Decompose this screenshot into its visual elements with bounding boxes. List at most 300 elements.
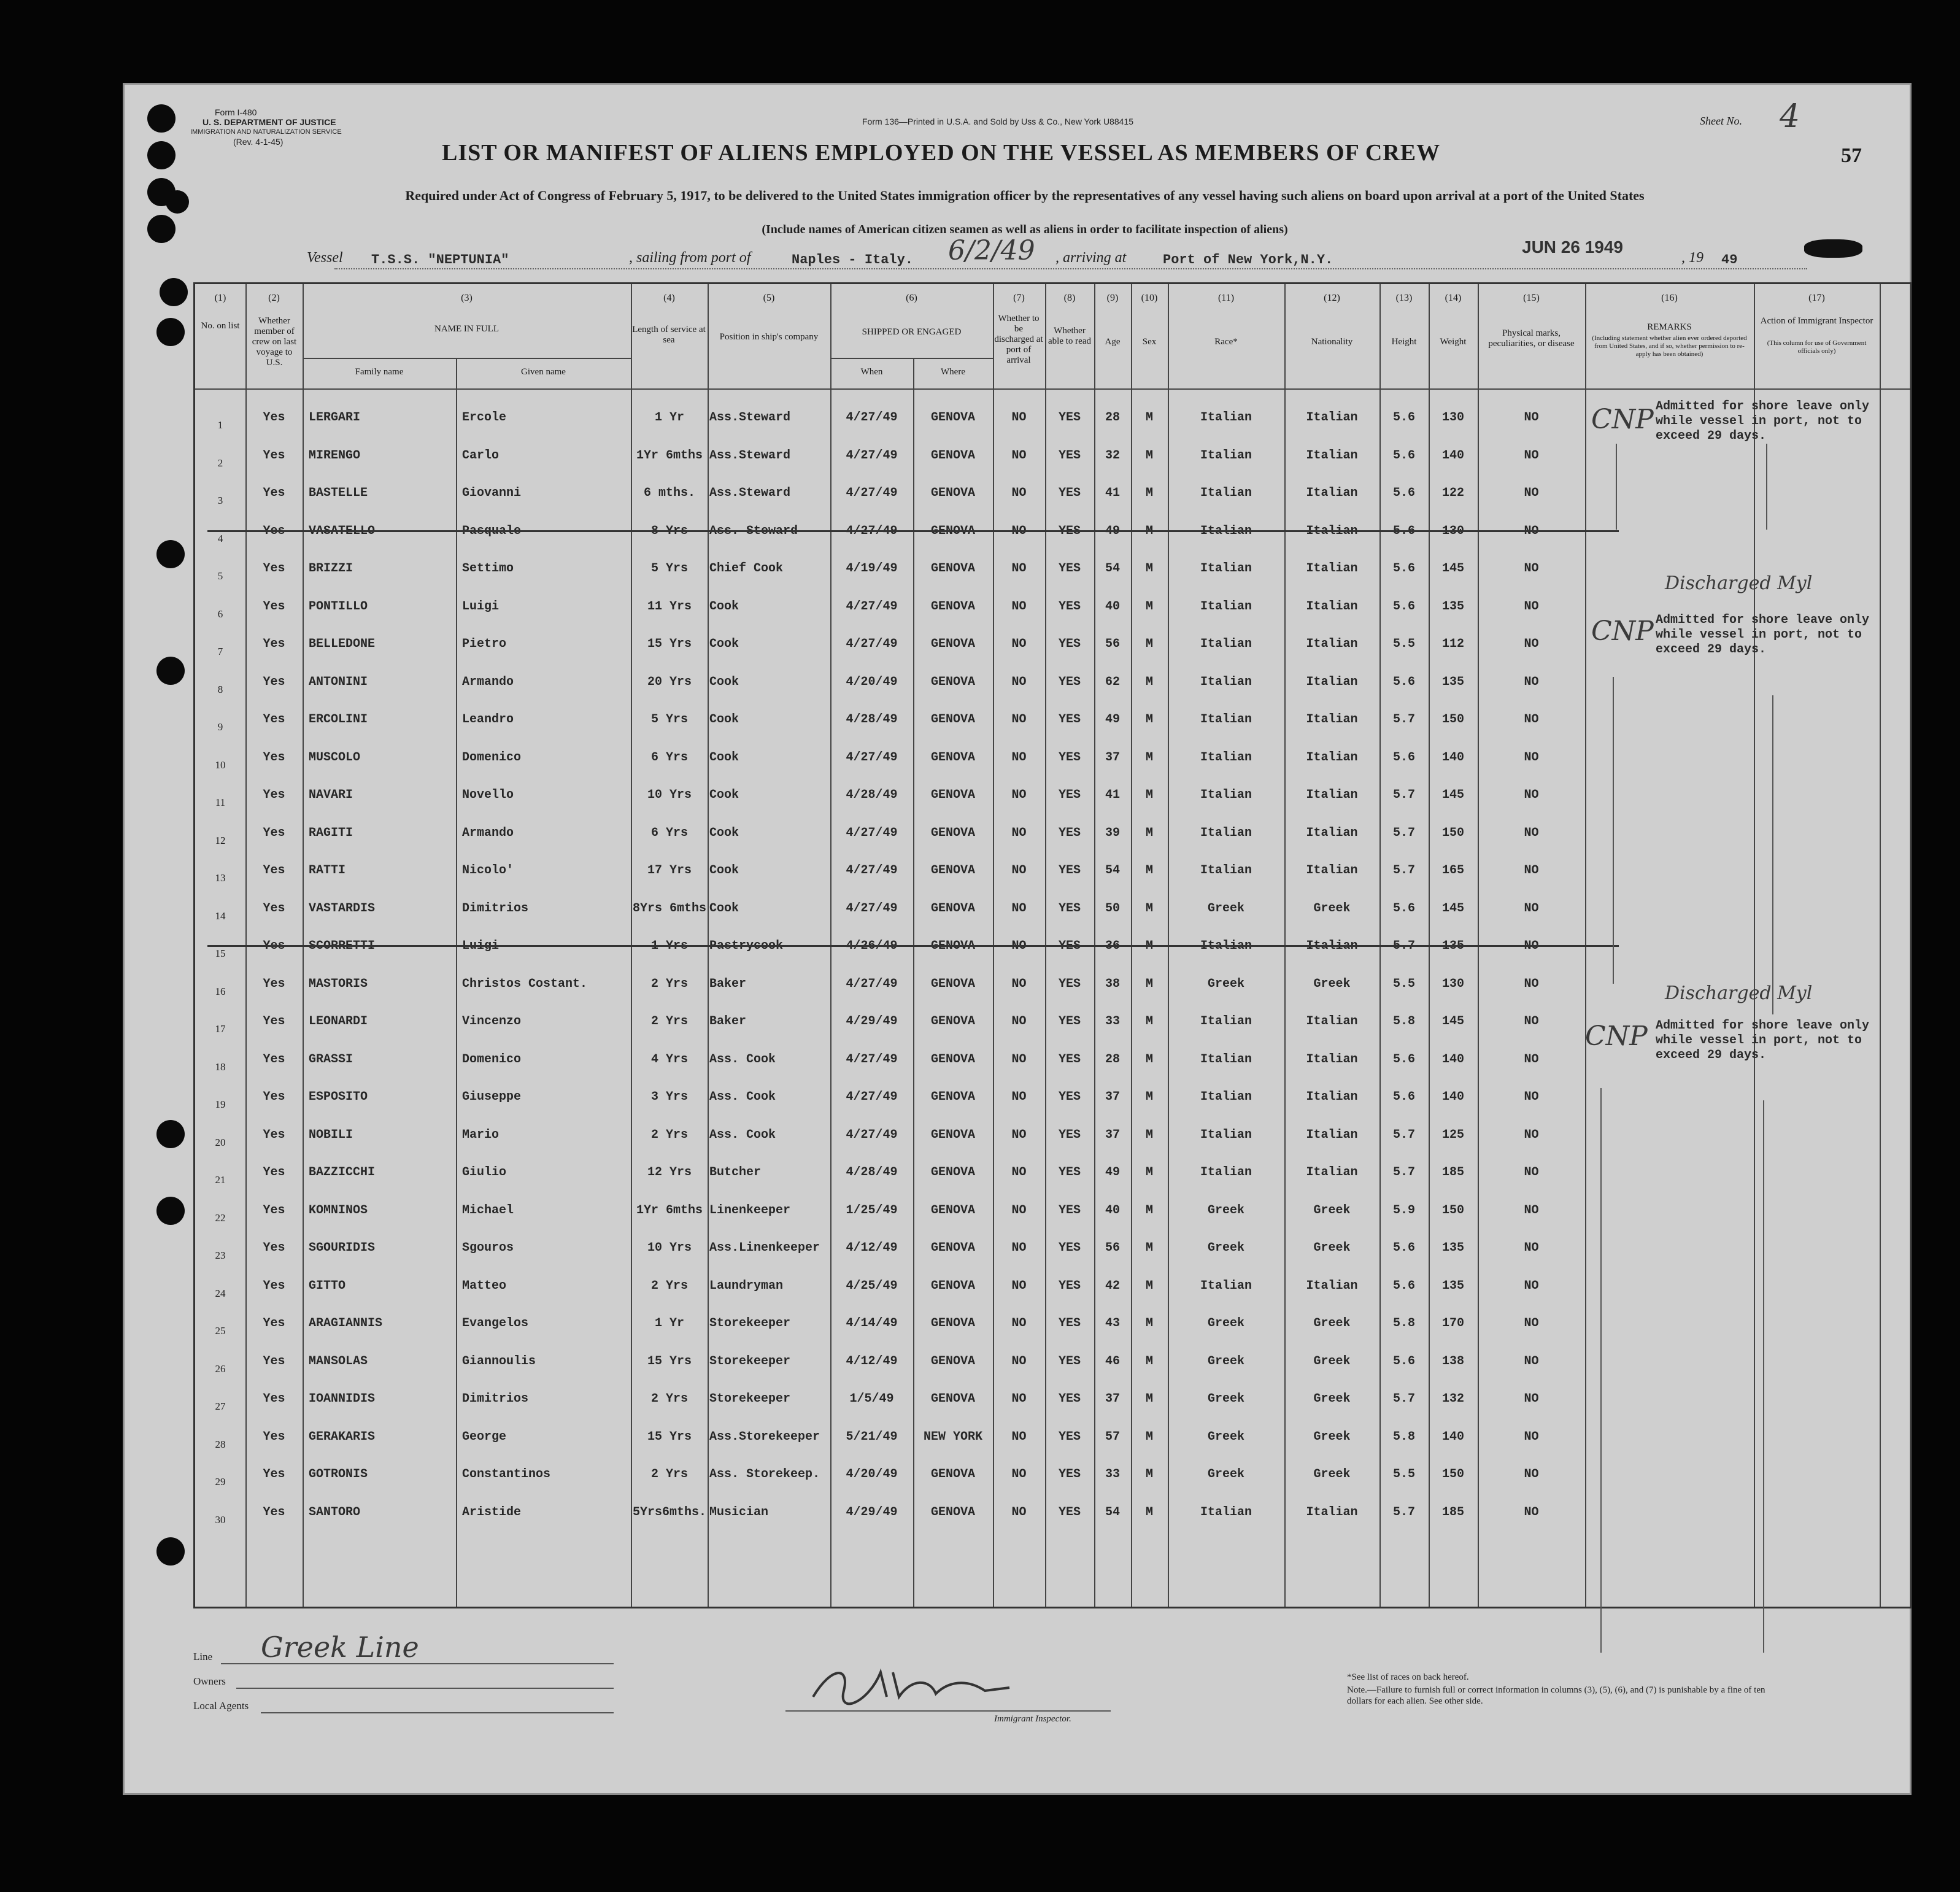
- cell-age: 46: [1105, 1354, 1120, 1369]
- cell-family: LEONARDI: [309, 1014, 368, 1029]
- line-label: Line: [193, 1651, 213, 1662]
- cell-when: 4/26/49: [846, 939, 898, 953]
- cell-marks: NO: [1524, 1467, 1539, 1481]
- row-number: 15: [215, 948, 226, 959]
- col-head-remarks-sub: (Including statement whether alien ever ordered deported from United States, and if so, whether permission to re-apply has been obtained): [1592, 334, 1747, 358]
- cell-prev: Yes: [263, 562, 285, 576]
- col-head-age: Age: [1105, 337, 1121, 347]
- cell-position: Cook: [709, 863, 739, 878]
- cell-age: 28: [1105, 1052, 1120, 1067]
- cell-race: Italian: [1200, 1278, 1252, 1293]
- cell-nat: Italian: [1306, 637, 1358, 651]
- cell-race: Italian: [1200, 1014, 1252, 1029]
- cell-family: BAZZICCHI: [309, 1165, 376, 1180]
- cell-weight: 165: [1441, 863, 1464, 878]
- cell-position: Ass.Linenkeeper: [709, 1241, 820, 1255]
- cell-sex: M: [1145, 1052, 1153, 1067]
- arriving-port: Port of New York,N.Y.: [1163, 252, 1333, 268]
- cell-race: Italian: [1200, 1505, 1252, 1519]
- cell-service: 5 Yrs: [650, 562, 688, 576]
- cell-where: GENOVA: [930, 788, 975, 802]
- cnp-note: CNP: [1585, 1021, 1648, 1052]
- row-number: 25: [215, 1325, 226, 1337]
- cell-race: Greek: [1207, 1316, 1244, 1330]
- cell-height: 5.6: [1392, 486, 1415, 500]
- col-num: (1): [214, 293, 226, 303]
- cell-height: 5.6: [1392, 750, 1415, 765]
- cell-prev: Yes: [263, 486, 285, 500]
- discharged-note: Discharged Myl: [1665, 983, 1813, 1004]
- cell-race: Greek: [1207, 1241, 1244, 1255]
- row-number: 17: [215, 1023, 226, 1035]
- cell-position: Chief Cook: [709, 562, 784, 576]
- bracket-line: [1766, 444, 1767, 530]
- col-head-discharged: Whether to be discharged at port of arrival: [994, 314, 1043, 365]
- cell-when: 4/27/49: [846, 1127, 898, 1142]
- cell-family: VASTARDIS: [309, 901, 376, 916]
- cell-prev: Yes: [263, 637, 285, 651]
- cell-height: 5.7: [1392, 788, 1415, 802]
- cell-when: 4/19/49: [846, 562, 898, 576]
- col-head-action: Action of Immigrant Inspector: [1760, 316, 1873, 326]
- cell-height: 5.7: [1392, 1392, 1415, 1406]
- cell-sex: M: [1145, 1316, 1153, 1330]
- cell-read: YES: [1058, 448, 1081, 463]
- cell-read: YES: [1058, 562, 1081, 576]
- cell-height: 5.8: [1392, 1014, 1415, 1029]
- cell-given: Nicolo': [462, 863, 514, 878]
- col-num: (11): [1217, 293, 1235, 303]
- cell-when: 4/27/49: [846, 750, 898, 765]
- cell-race: Italian: [1200, 562, 1252, 576]
- cell-prev: Yes: [263, 1505, 285, 1519]
- cell-read: YES: [1058, 1090, 1081, 1104]
- table-row: [195, 470, 1910, 508]
- col-head-shipped: SHIPPED OR ENGAGED: [862, 327, 962, 337]
- cell-read: YES: [1058, 1429, 1081, 1444]
- cell-service: 3 Yrs: [650, 1090, 688, 1104]
- cell-when: 4/27/49: [846, 1052, 898, 1067]
- table-row: [195, 923, 1910, 961]
- cell-weight: 170: [1441, 1316, 1464, 1330]
- cell-age: 49: [1105, 712, 1120, 727]
- cell-position: Baker: [709, 1014, 747, 1029]
- cell-family: SGOURIDIS: [309, 1241, 376, 1255]
- cell-height: 5.6: [1392, 1090, 1415, 1104]
- cell-family: RAGITI: [309, 825, 353, 840]
- cell-age: 54: [1105, 562, 1120, 576]
- cell-when: 4/27/49: [846, 523, 898, 538]
- cell-weight: 150: [1441, 712, 1464, 727]
- cell-height: 5.8: [1392, 1429, 1415, 1444]
- cell-position: Ass. Cook: [709, 1090, 776, 1104]
- agency: U. S. DEPARTMENT OF JUSTICE: [203, 117, 336, 127]
- col-num: (13): [1395, 293, 1413, 303]
- table-row: [195, 1338, 1910, 1377]
- cell-nat: Italian: [1306, 1278, 1358, 1293]
- cell-family: KOMNINOS: [309, 1203, 368, 1218]
- row-number: 9: [217, 721, 223, 733]
- cell-race: Italian: [1200, 1090, 1252, 1104]
- cell-service: 6 Yrs: [650, 750, 688, 765]
- subtitle-note: (Include names of American citizen seamen as well as aliens in order to facilitate inspection of aliens): [762, 223, 1288, 236]
- cell-read: YES: [1058, 1316, 1081, 1330]
- cell-family: SANTORO: [309, 1505, 361, 1519]
- cell-weight: 135: [1441, 1241, 1464, 1255]
- cell-prev: Yes: [263, 1203, 285, 1218]
- cell-position: Cook: [709, 674, 739, 689]
- cell-position: Cook: [709, 599, 739, 614]
- punch-hole: [156, 657, 185, 685]
- cell-when: 4/27/49: [846, 863, 898, 878]
- cell-race: Italian: [1200, 523, 1252, 538]
- cell-family: BELLEDONE: [309, 637, 376, 651]
- cell-when: 4/12/49: [846, 1241, 898, 1255]
- cell-height: 5.7: [1392, 1505, 1415, 1519]
- row-number: 13: [215, 872, 226, 884]
- service: IMMIGRATION AND NATURALIZATION SERVICE: [190, 128, 342, 136]
- cell-where: GENOVA: [930, 1203, 975, 1218]
- row-number: 2: [217, 457, 223, 469]
- page-title: LIST OR MANIFEST OF ALIENS EMPLOYED ON THE VESSEL AS MEMBERS OF CREW: [442, 140, 1441, 166]
- cell-position: Ass.Steward: [709, 411, 791, 425]
- cell-race: Italian: [1200, 939, 1252, 953]
- cell-family: RATTI: [309, 863, 346, 878]
- cell-nat: Italian: [1306, 674, 1358, 689]
- cell-prev: Yes: [263, 1127, 285, 1142]
- cell-family: ERCOLINI: [309, 712, 368, 727]
- table-row: [195, 772, 1910, 810]
- bracket-line: [1600, 1088, 1602, 1653]
- cell-weight: 112: [1441, 637, 1464, 651]
- col-head-sex: Sex: [1142, 337, 1157, 347]
- table-row: [195, 1489, 1910, 1527]
- cell-marks: NO: [1524, 562, 1539, 576]
- cell-height: 5.6: [1392, 1278, 1415, 1293]
- cell-service: 4 Yrs: [650, 1052, 688, 1067]
- cell-height: 5.5: [1392, 976, 1415, 991]
- cell-disch: NO: [1011, 1505, 1027, 1519]
- cell-disch: NO: [1011, 788, 1027, 802]
- cell-position: Cook: [709, 750, 739, 765]
- cell-race: Italian: [1200, 863, 1252, 878]
- cell-disch: NO: [1011, 637, 1027, 651]
- cell-height: 5.7: [1392, 825, 1415, 840]
- cell-where: GENOVA: [930, 712, 975, 727]
- cell-weight: 135: [1441, 599, 1464, 614]
- cell-position: Cook: [709, 788, 739, 802]
- cell-race: Italian: [1200, 1165, 1252, 1180]
- table-row: [195, 1414, 1910, 1452]
- cell-sex: M: [1145, 1090, 1153, 1104]
- cell-height: 5.7: [1392, 1127, 1415, 1142]
- form-rev: (Rev. 4-1-45): [233, 137, 284, 147]
- cell-given: Mario: [462, 1127, 500, 1142]
- cell-marks: NO: [1524, 1014, 1539, 1029]
- inspector-signature: [807, 1654, 1028, 1709]
- cell-read: YES: [1058, 1278, 1081, 1293]
- printer-line: Form 136—Printed in U.S.A. and Sold by Uss & Co., New York U88415: [862, 117, 1133, 126]
- cell-weight: 122: [1441, 486, 1464, 500]
- cell-nat: Italian: [1306, 825, 1358, 840]
- cell-given: Settimo: [462, 562, 514, 576]
- cell-weight: 130: [1441, 523, 1464, 538]
- col-num: (8): [1063, 293, 1076, 303]
- cell-weight: 138: [1441, 1354, 1464, 1369]
- cell-when: 4/27/49: [846, 1090, 898, 1104]
- cell-nat: Italian: [1306, 863, 1358, 878]
- col-num: (14): [1445, 293, 1462, 303]
- cell-service: 6 Yrs: [650, 825, 688, 840]
- cell-height: 5.6: [1392, 523, 1415, 538]
- cell-age: 32: [1105, 448, 1120, 463]
- cell-nat: Greek: [1313, 1392, 1351, 1406]
- cell-height: 5.7: [1392, 939, 1415, 953]
- cell-family: ARAGIANNIS: [309, 1316, 383, 1330]
- cell-family: PONTILLO: [309, 599, 368, 614]
- inspector-label: Immigrant Inspector.: [994, 1714, 1071, 1724]
- cell-where: GENOVA: [930, 1278, 975, 1293]
- cell-sex: M: [1145, 599, 1153, 614]
- cell-sex: M: [1145, 1505, 1153, 1519]
- remark-row-5: Admitted for shore leave only while vessel in port, not to exceed 29 days.: [1656, 613, 1870, 657]
- row-number: 5: [217, 570, 223, 582]
- table-row: [195, 697, 1910, 735]
- cell-read: YES: [1058, 637, 1081, 651]
- date-stamp: JUN 26 1949: [1522, 237, 1624, 257]
- cell-where: GENOVA: [930, 1052, 975, 1067]
- cell-read: YES: [1058, 1014, 1081, 1029]
- cell-disch: NO: [1011, 1014, 1027, 1029]
- cell-race: Italian: [1200, 712, 1252, 727]
- cell-when: 4/28/49: [846, 1165, 898, 1180]
- cell-when: 4/28/49: [846, 788, 898, 802]
- cell-prev: Yes: [263, 1278, 285, 1293]
- cell-disch: NO: [1011, 523, 1027, 538]
- cell-prev: Yes: [263, 1165, 285, 1180]
- cell-family: MASTORIS: [309, 976, 368, 991]
- cell-when: 4/27/49: [846, 637, 898, 651]
- col-head-name: NAME IN FULL: [434, 324, 499, 334]
- col-num: (5): [763, 293, 775, 303]
- cell-given: Domenico: [462, 750, 522, 765]
- cell-service: 12 Yrs: [647, 1165, 692, 1180]
- cell-read: YES: [1058, 1392, 1081, 1406]
- cell-where: GENOVA: [930, 562, 975, 576]
- cell-age: 33: [1105, 1014, 1120, 1029]
- cell-position: Ass. Cook: [709, 1127, 776, 1142]
- cell-age: 49: [1105, 523, 1120, 538]
- cell-where: GENOVA: [930, 1467, 975, 1481]
- cell-prev: Yes: [263, 1354, 285, 1369]
- cell-nat: Greek: [1313, 976, 1351, 991]
- cell-where: GENOVA: [930, 1316, 975, 1330]
- cell-marks: NO: [1524, 1505, 1539, 1519]
- cell-position: Ass.Storekeeper: [709, 1429, 820, 1444]
- cell-where: GENOVA: [930, 1014, 975, 1029]
- cell-sex: M: [1145, 523, 1153, 538]
- cell-marks: NO: [1524, 1203, 1539, 1218]
- cell-prev: Yes: [263, 674, 285, 689]
- cell-given: Pietro: [462, 637, 507, 651]
- cell-where: GENOVA: [930, 411, 975, 425]
- cell-family: IOANNIDIS: [309, 1392, 376, 1406]
- cell-nat: Greek: [1313, 1429, 1351, 1444]
- cell-nat: Italian: [1306, 750, 1358, 765]
- cell-where: GENOVA: [930, 637, 975, 651]
- discharged-note: Discharged Myl: [1665, 573, 1813, 594]
- cell-read: YES: [1058, 523, 1081, 538]
- cell-when: 4/12/49: [846, 1354, 898, 1369]
- table-row: [195, 1074, 1910, 1112]
- cell-where: GENOVA: [930, 750, 975, 765]
- cell-read: YES: [1058, 1467, 1081, 1481]
- cell-age: 57: [1105, 1429, 1120, 1444]
- cell-position: Musician: [709, 1505, 769, 1519]
- cell-sex: M: [1145, 750, 1153, 765]
- fine-note: Note.—Failure to furnish full or correct information in columns (3), (5), (6), and (7) is punishable by a fine of ten dollars for each alien. See other side.: [1347, 1685, 1765, 1706]
- cell-disch: NO: [1011, 939, 1027, 953]
- cell-marks: NO: [1524, 750, 1539, 765]
- cell-height: 5.9: [1392, 1203, 1415, 1218]
- cell-service: 1 Yrs: [650, 939, 688, 953]
- cell-read: YES: [1058, 750, 1081, 765]
- col-num: (2): [268, 293, 280, 303]
- cell-service: 1Yr 6mths: [636, 448, 703, 463]
- cell-service: 17 Yrs: [647, 863, 692, 878]
- cell-marks: NO: [1524, 939, 1539, 953]
- cell-disch: NO: [1011, 976, 1027, 991]
- cell-where: GENOVA: [930, 523, 975, 538]
- cell-race: Italian: [1200, 1052, 1252, 1067]
- row-number: 28: [215, 1438, 226, 1450]
- vessel-label: Vessel: [307, 250, 343, 266]
- cell-service: 1 Yr: [654, 1316, 684, 1330]
- cell-family: SCORRETTI: [309, 939, 376, 953]
- cell-race: Italian: [1200, 825, 1252, 840]
- col-num: (17): [1808, 293, 1825, 303]
- cell-disch: NO: [1011, 1278, 1027, 1293]
- cell-marks: NO: [1524, 411, 1539, 425]
- cell-family: BRIZZI: [309, 562, 353, 576]
- cell-disch: NO: [1011, 750, 1027, 765]
- cell-given: Vincenzo: [462, 1014, 522, 1029]
- col-head-remarks: REMARKS: [1647, 322, 1692, 332]
- cell-marks: NO: [1524, 1354, 1539, 1369]
- cell-race: Italian: [1200, 750, 1252, 765]
- cell-family: VASATELLO: [309, 523, 376, 538]
- cell-weight: 150: [1441, 1203, 1464, 1218]
- cell-race: Greek: [1207, 1354, 1244, 1369]
- cell-position: Cook: [709, 825, 739, 840]
- cell-service: 5Yrs6mths.: [632, 1505, 707, 1519]
- row-number: 21: [215, 1174, 226, 1186]
- cell-where: GENOVA: [930, 976, 975, 991]
- form-id: Form I-480: [215, 107, 257, 117]
- cell-weight: 185: [1441, 1165, 1464, 1180]
- bracket-line: [1763, 1100, 1764, 1653]
- cell-given: Giovanni: [462, 486, 522, 500]
- cell-family: ANTONINI: [309, 674, 368, 689]
- cell-service: 10 Yrs: [647, 1241, 692, 1255]
- cell-marks: NO: [1524, 788, 1539, 802]
- cell-disch: NO: [1011, 712, 1027, 727]
- cell-given: Ercole: [462, 411, 507, 425]
- cell-when: 4/14/49: [846, 1316, 898, 1330]
- cell-position: Cook: [709, 712, 739, 727]
- punch-hole: [166, 190, 189, 214]
- cell-nat: Italian: [1306, 523, 1358, 538]
- cell-height: 5.6: [1392, 411, 1415, 425]
- cell-marks: NO: [1524, 1429, 1539, 1444]
- cell-race: Italian: [1200, 788, 1252, 802]
- cell-sex: M: [1145, 1429, 1153, 1444]
- cell-where: GENOVA: [930, 1241, 975, 1255]
- cell-height: 5.5: [1392, 1467, 1415, 1481]
- cell-when: 4/29/49: [846, 1505, 898, 1519]
- col-num: (15): [1523, 293, 1540, 303]
- cell-nat: Italian: [1306, 939, 1358, 953]
- cell-service: 15 Yrs: [647, 1354, 692, 1369]
- cell-when: 1/5/49: [849, 1392, 894, 1406]
- cell-disch: NO: [1011, 562, 1027, 576]
- cell-age: 37: [1105, 750, 1120, 765]
- cell-disch: NO: [1011, 1203, 1027, 1218]
- cell-prev: Yes: [263, 1467, 285, 1481]
- cell-height: 5.8: [1392, 1316, 1415, 1330]
- cell-marks: NO: [1524, 825, 1539, 840]
- cell-given: Domenico: [462, 1052, 522, 1067]
- table-row: [195, 961, 1910, 999]
- cell-family: MUSCOLO: [309, 750, 361, 765]
- cell-prev: Yes: [263, 1241, 285, 1255]
- cell-nat: Greek: [1313, 1467, 1351, 1481]
- cell-when: 4/29/49: [846, 1014, 898, 1029]
- cell-disch: NO: [1011, 486, 1027, 500]
- cell-disch: NO: [1011, 1090, 1027, 1104]
- col-num: (10): [1141, 293, 1158, 303]
- cell-nat: Greek: [1313, 1203, 1351, 1218]
- cell-marks: NO: [1524, 1052, 1539, 1067]
- cell-family: GRASSI: [309, 1052, 353, 1067]
- cell-race: Greek: [1207, 976, 1244, 991]
- cell-prev: Yes: [263, 411, 285, 425]
- cell-prev: Yes: [263, 825, 285, 840]
- cell-family: NOBILI: [309, 1127, 353, 1142]
- table-row: [195, 1112, 1910, 1150]
- punch-hole: [147, 215, 176, 243]
- cell-weight: 132: [1441, 1392, 1464, 1406]
- cell-family: LERGARI: [309, 411, 361, 425]
- subtitle: Required under Act of Congress of February 5, 1917, to be delivered to the United States immigration officer by the representatives of any vessel having such aliens on board upon arrival at a port of the United States: [405, 188, 1645, 203]
- cell-age: 43: [1105, 1316, 1120, 1330]
- cell-sex: M: [1145, 674, 1153, 689]
- cell-service: 2 Yrs: [650, 1467, 688, 1481]
- cell-weight: 140: [1441, 1052, 1464, 1067]
- cell-race: Greek: [1207, 1429, 1244, 1444]
- col-head-prev-voyage: Whether member of crew on last voyage to U.S.: [252, 316, 297, 368]
- cell-position: Butcher: [709, 1165, 762, 1180]
- cell-position: Ass.Steward: [709, 448, 791, 463]
- cell-position: Storekeeper: [709, 1316, 791, 1330]
- punch-hole: [160, 278, 188, 306]
- cell-nat: Italian: [1306, 1127, 1358, 1142]
- cell-nat: Italian: [1306, 486, 1358, 500]
- cell-position: Storekeeper: [709, 1392, 791, 1406]
- cell-nat: Italian: [1306, 1014, 1358, 1029]
- cell-height: 5.5: [1392, 637, 1415, 651]
- cell-sex: M: [1145, 901, 1153, 916]
